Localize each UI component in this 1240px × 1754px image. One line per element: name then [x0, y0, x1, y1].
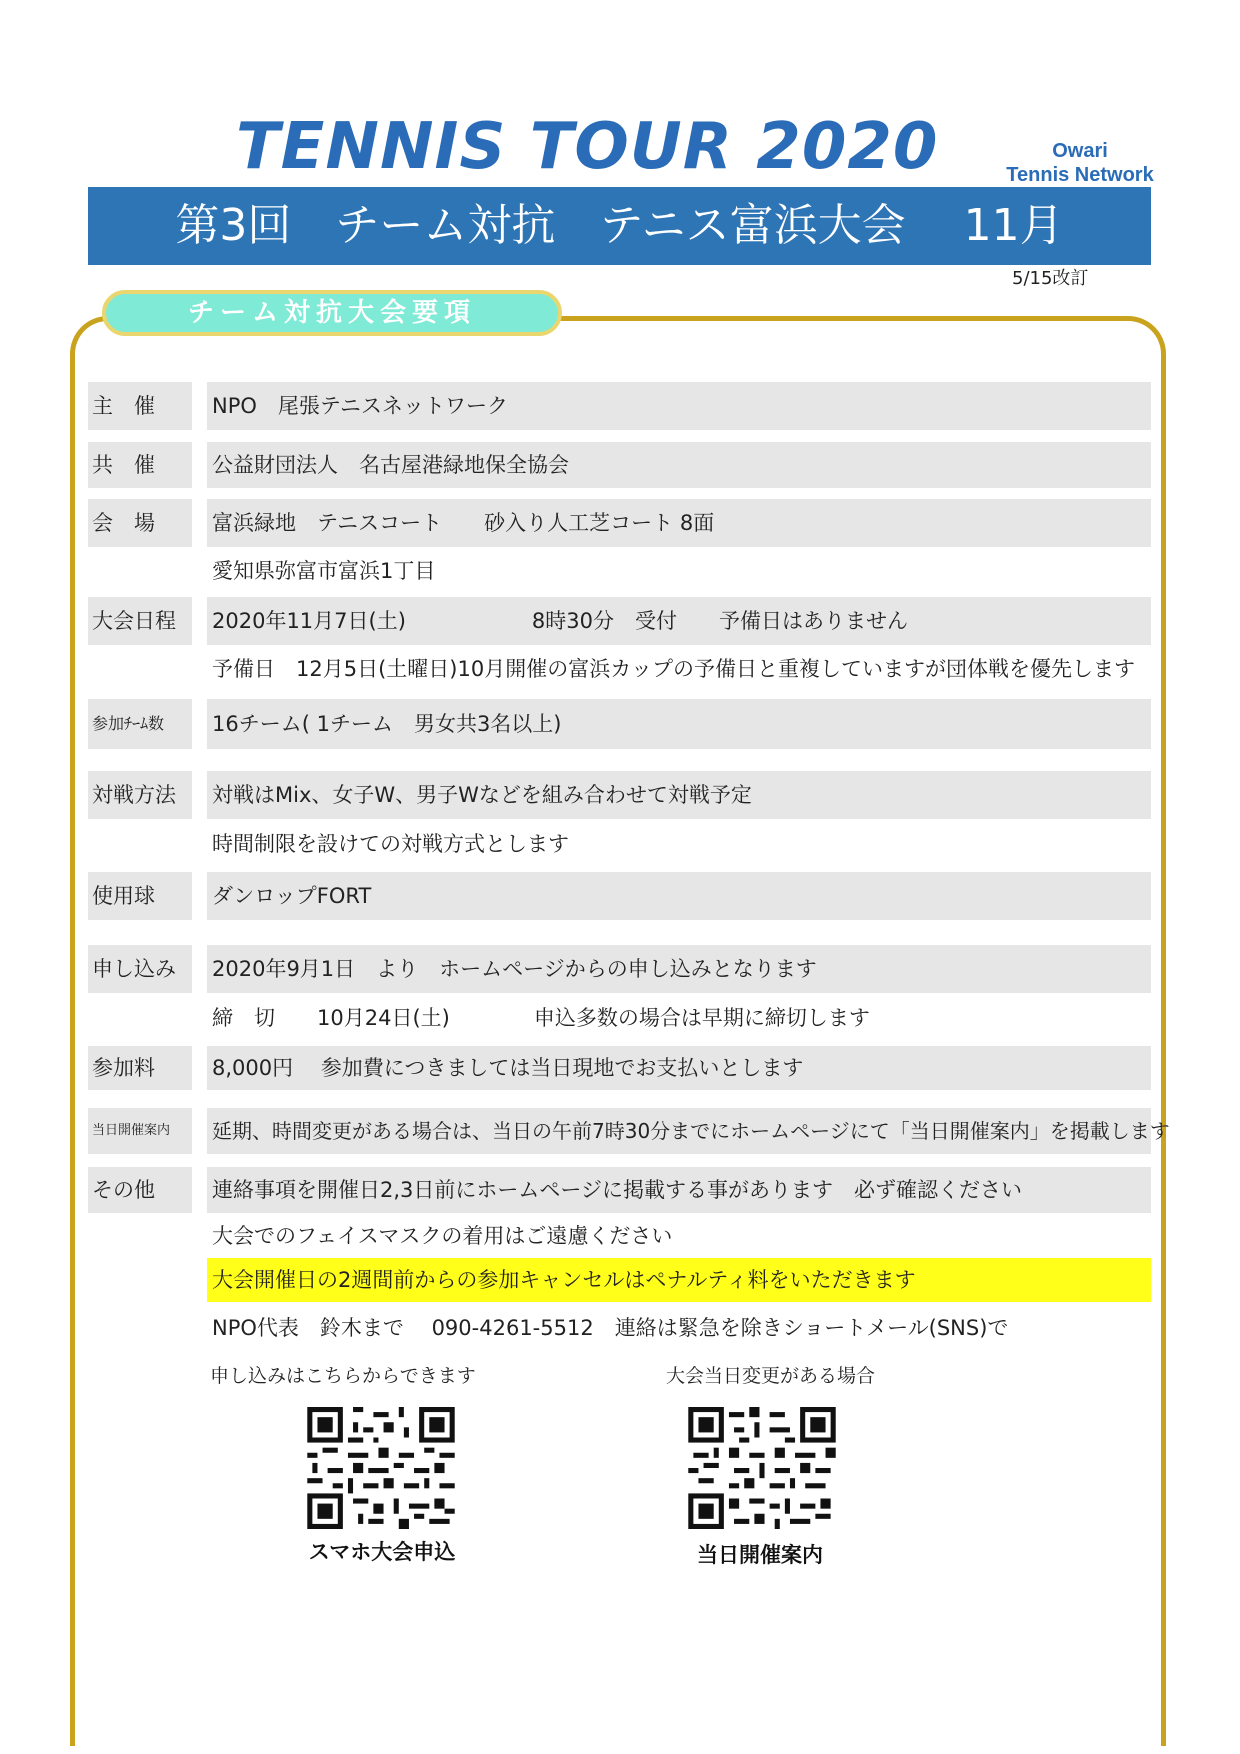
contact-info: NPO代表 鈴木まで 090-4261-5512 連絡は緊急を除きショートメール(SNS)で [212, 1316, 1009, 1340]
apply-value: 2020年9月1日 より ホームページからの申し込みとなります [207, 945, 1151, 993]
ball-value: ダンロップFORT [207, 872, 1151, 920]
qr-left-caption: 申し込みはこちらからできます [210, 1365, 476, 1387]
mask-note: 大会でのフェイスマスクの着用はご遠慮ください [212, 1224, 673, 1248]
registration-qr-code[interactable] [307, 1407, 455, 1529]
revision-note: 5/15改訂 [1012, 268, 1089, 289]
org-name [1000, 139, 1160, 187]
section-title: チーム対抗大会要項 [102, 290, 562, 336]
qr-right-label: 当日開催案内 [697, 1543, 823, 1567]
host-label: 主 催 [88, 382, 192, 430]
venue-address: 愛知県弥富市富浜1丁目 [212, 559, 436, 583]
dayinfo-value: 延期、時間変更がある場合は、当日の午前7時30分までにホームページにて「当日開催案内」を掲載します [207, 1108, 1151, 1154]
cohost-value: 公益財団法人 名古屋港緑地保全協会 [207, 442, 1151, 488]
format-label: 対戦方法 [88, 771, 192, 819]
teams-label: 参加ﾁｰﾑ数 [88, 699, 192, 749]
other-label: その他 [88, 1167, 192, 1213]
venue-value: 富浜緑地 テニスコート 砂入り人工芝コート 8面 [207, 499, 1151, 547]
ball-label: 使用球 [88, 872, 192, 920]
other-value: 連絡事項を開催日2,3日前にホームページに掲載する事があります 必ず確認ください [207, 1167, 1151, 1213]
host-value: NPO 尾張テニスネットワーク [207, 382, 1151, 430]
date-label: 大会日程 [88, 597, 192, 645]
format-note: 時間制限を設けての対戦方式とします [212, 832, 569, 856]
org-name-line1: Owari [1052, 140, 1108, 162]
cohost-label: 共 催 [88, 442, 192, 488]
teams-value: 16チーム( 1チーム 男女共3名以上) [207, 699, 1151, 749]
cancellation-penalty-notice: 大会開催日の2週間前からの参加キャンセルはペナルティ料をいただきます [207, 1258, 1151, 1302]
reserve-date: 予備日 12月5日(土曜日)10月開催の富浜カップの予備日と重複していますが団体戦を優先します [212, 657, 1135, 681]
format-value: 対戦はMix、女子W、男子Wなどを組み合わせて対戦予定 [207, 771, 1151, 819]
day-info-qr-code[interactable] [688, 1407, 836, 1529]
qr-left-label: スマホ大会申込 [308, 1540, 456, 1564]
fee-value: 8,000円 参加費につきましては当日現地でお支払いとします [207, 1046, 1151, 1090]
date-value: 2020年11月7日(土) 8時30分 受付 予備日はありません [207, 597, 1151, 645]
dayinfo-label: 当日開催案内 [88, 1108, 192, 1154]
apply-label: 申し込み [88, 945, 192, 993]
venue-label: 会 場 [88, 499, 192, 547]
event-banner: 第3回 チーム対抗 テニス富浜大会 11月 [88, 187, 1151, 265]
org-name-line2: Tennis Network [1006, 164, 1154, 186]
apply-deadline: 締 切 10月24日(土) 申込多数の場合は早期に締切します [212, 1006, 870, 1030]
qr-right-caption: 大会当日変更がある場合 [666, 1365, 876, 1387]
tour-title: TENNIS TOUR 2020 [236, 110, 939, 184]
fee-label: 参加料 [88, 1046, 192, 1090]
